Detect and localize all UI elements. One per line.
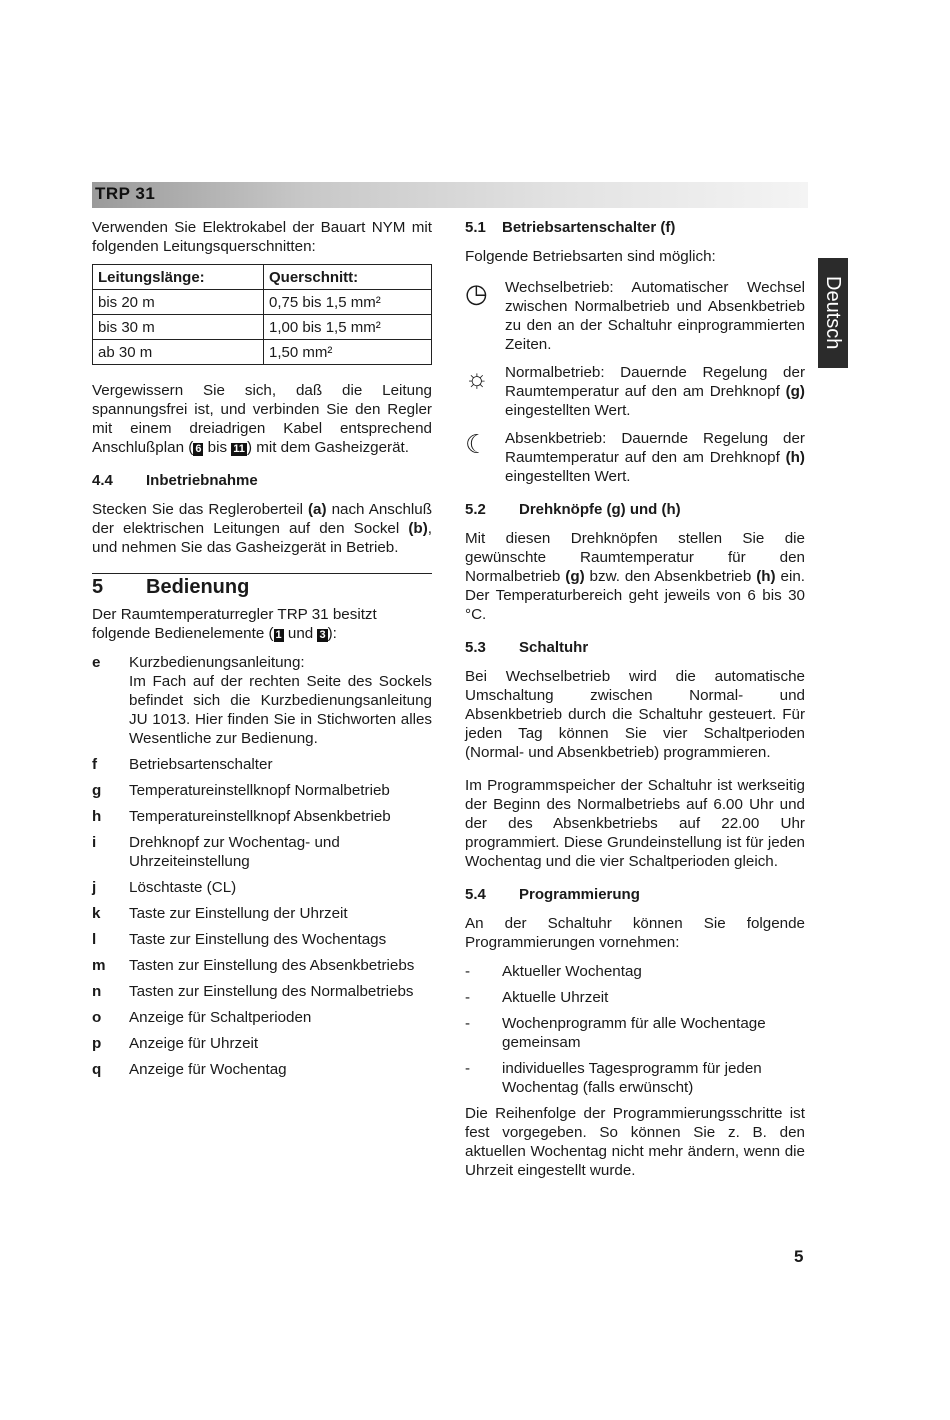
list-item — [92, 781, 432, 800]
text-run: und — [283, 625, 318, 642]
chapter-number: 5 — [92, 576, 104, 598]
item-key: n — [92, 983, 102, 1000]
moon-icon: ☾ — [465, 429, 489, 459]
text-run: Der Raumtemperaturregler TRP 31 besitzt folgende Bedienelemente ( — [92, 606, 377, 642]
section-heading — [92, 471, 432, 490]
timer-paragraph: Bei Wechselbetrieb wird die automatische Umschaltung zwischen Normal- und Absenkbetrieb durch die Schaltuhr gesteuert. Für jeden Tag können Sie vier Schaltperioden (Normal- und Absenkbetrieb) programmieren. — [465, 668, 805, 761]
section-heading — [465, 885, 805, 904]
programming-intro: An der Schaltuhr können Sie folgende Programmierungen vornehmen: — [465, 915, 805, 951]
text-run: bzw. den Absenkbetrieb — [584, 568, 757, 585]
table-row — [93, 315, 432, 340]
table-cell: ab 30 m — [93, 340, 264, 365]
text-run: (b) — [408, 520, 428, 537]
item-key: k — [92, 905, 101, 922]
list-item — [92, 930, 432, 949]
section-title: Inbetriebnahme — [146, 472, 258, 489]
text-run: (h) — [785, 449, 805, 466]
text-run: Mit diesen Drehknöpfen stellen Sie die gewünschte Raumtemperatur für den Normalbetrieb — [465, 530, 805, 585]
table-cell: bis 30 m — [93, 315, 264, 340]
clock-icon: ◷ — [465, 278, 488, 308]
cable-table — [92, 264, 432, 365]
item-text: Anzeige für Uhrzeit — [129, 1035, 259, 1052]
item-text: Aktuelle Uhrzeit — [502, 989, 609, 1006]
list-item — [465, 962, 805, 981]
section-title: Betriebsartenschalter (f) — [502, 219, 676, 236]
text-run: (g) — [565, 568, 585, 585]
item-key: f — [92, 756, 98, 773]
mode-item — [465, 429, 805, 486]
language-tab: Deutsch — [818, 258, 848, 368]
mode-text — [505, 363, 805, 420]
list-item — [465, 1014, 805, 1052]
table-cell: 1,00 bis 1,5 mm² — [264, 315, 432, 340]
table-cell: 1,50 mm² — [264, 340, 432, 365]
list-item — [92, 878, 432, 897]
figure-ref-icon: 11 — [233, 443, 245, 455]
text-run: Vergewissern Sie sich, daß die Leitung spannungsfrei ist, und verbinden Sie den Regler mit einem dreiadrigen Kabel entsprechend Anschlußplan ( — [92, 382, 432, 456]
list-item — [92, 904, 432, 923]
item-text: Drehknopf zur Wochentag- und Uhrzeiteinstellung — [129, 834, 340, 870]
item-text: Anzeige für Wochentag — [129, 1061, 287, 1078]
text-run: , und nehmen Sie das Gasheizgerät in Betrieb. — [92, 520, 432, 556]
item-text: Taste zur Einstellung des Wochentags — [129, 931, 387, 948]
section-heading — [465, 500, 805, 519]
item-key: p — [92, 1035, 102, 1052]
text-run: Absenkbetrieb: Dauernde Regelung der Raumtemperatur auf den am Drehknopf — [505, 430, 805, 466]
list-item — [92, 982, 432, 1001]
text-run: ) mit dem Gasheizgerät. — [246, 439, 409, 456]
page-title: TRP 31 — [95, 184, 156, 203]
item-key: m — [92, 957, 106, 974]
figure-ref-icon: 1 — [275, 629, 282, 641]
text-run: (g) — [785, 383, 805, 400]
dash-marker: - — [465, 1060, 471, 1077]
dash-marker: - — [465, 1015, 471, 1032]
text-run: Kurzbedienungsanleitung: — [129, 654, 305, 671]
cable-intro: Verwenden Sie Elektrokabel der Bauart NYM mit folgenden Leitungsquerschnitten: — [92, 219, 432, 255]
timer-paragraph: Im Programmspeicher der Schaltuhr ist werkseitig der Beginn des Normalbetriebs auf 6.00 Uhr und der des Absenkbetriebs auf 22.00 Uhr programmiert. Diese Grundeinstellung ist für jeden Wochentag und die vier Schaltperioden gleich. — [465, 777, 805, 870]
list-item — [465, 988, 805, 1007]
text-run: eingestellten Wert. — [505, 468, 631, 485]
table-header-row — [93, 265, 432, 290]
item-text: Temperatureinstellknopf Normalbetrieb — [129, 782, 390, 799]
modes-intro: Folgende Betriebsarten sind möglich: — [465, 248, 716, 265]
text-run: bis — [203, 439, 232, 456]
section-number: 5.1 — [465, 219, 486, 236]
item-key: q — [92, 1061, 102, 1078]
section-title: Drehknöpfe (g) und (h) — [519, 501, 681, 518]
text-run: (h) — [756, 568, 776, 585]
item-text: Taste zur Einstellung der Uhrzeit — [129, 905, 348, 922]
section-number: 5.2 — [465, 501, 486, 518]
item-key: h — [92, 808, 102, 825]
figure-ref-icon: 3 — [319, 629, 326, 641]
list-item — [92, 1060, 432, 1079]
table-cell: 0,75 bis 1,5 mm² — [264, 290, 432, 315]
section-title: Programmierung — [519, 886, 640, 903]
item-text: Temperatureinstellknopf Absenkbetrieb — [129, 808, 391, 825]
commissioning-paragraph — [92, 500, 432, 557]
text-run: nach Anschluß der elektrischen Leitungen auf den Sockel — [92, 501, 433, 537]
chapter-title: Bedienung — [146, 576, 250, 598]
check-paragraph — [92, 381, 432, 457]
table-cell: bis 20 m — [93, 290, 264, 315]
programming-outro: Die Reihenfolge der Programmierungsschritte ist fest vorgegeben. So können Sie z. B. den aktuellen Wochentag nicht mehr ändern, wenn die Uhrzeit eingestellt wurde. — [465, 1105, 805, 1179]
table-header: Querschnitt: — [264, 265, 432, 290]
list-item — [465, 1059, 805, 1097]
chapter-heading — [92, 573, 432, 597]
list-item — [92, 956, 432, 975]
section-number: 5.3 — [465, 639, 486, 656]
figure-ref-icon: 6 — [195, 443, 202, 455]
item-key: l — [92, 931, 97, 948]
mode-item — [465, 363, 805, 420]
item-key: o — [92, 1009, 102, 1026]
mode-text — [505, 429, 805, 486]
text-run: eingestellten Wert. — [505, 402, 631, 419]
list-item — [92, 1034, 432, 1053]
table-header: Leitungslänge: — [93, 265, 264, 290]
list-item — [92, 1008, 432, 1027]
right-column — [465, 218, 805, 1180]
item-text: Löschtaste (CL) — [129, 879, 237, 896]
table-row — [93, 340, 432, 365]
section-heading — [465, 218, 805, 237]
item-key: i — [92, 834, 97, 851]
item-text: Wochenprogramm für alle Wochentage gemeinsam — [502, 1015, 766, 1051]
item-key: j — [92, 879, 97, 896]
item-key: g — [92, 782, 102, 799]
section-number: 4.4 — [92, 472, 113, 489]
left-column — [92, 218, 432, 1086]
item-text — [129, 653, 432, 748]
knobs-paragraph — [465, 529, 805, 624]
section-heading — [465, 638, 805, 657]
page-number: 5 — [794, 1247, 804, 1266]
item-text: Tasten zur Einstellung des Absenkbetriebs — [129, 957, 415, 974]
text-run: ): — [327, 625, 337, 642]
text-run: ein. Der Temperaturbereich geht jeweils von 6 bis 30 °C. — [465, 568, 805, 623]
list-item — [92, 755, 432, 774]
item-text: Tasten zur Einstellung des Normalbetriebs — [129, 983, 414, 1000]
item-key: e — [92, 654, 101, 671]
list-item — [92, 833, 432, 871]
text-run: Im Fach auf der rechten Seite des Sockels befindet sich die Kurzbedienungsanleitung JU 1013. Hier finden Sie in Stichworten alles Wesentliche zur Bedienung. — [129, 673, 432, 747]
item-text: Aktueller Wochentag — [502, 963, 642, 980]
controls-list — [92, 653, 432, 1079]
item-text: individuelles Tagesprogramm für jeden Wochentag (falls erwünscht) — [502, 1060, 762, 1096]
list-item — [92, 807, 432, 826]
section-title: Schaltuhr — [519, 639, 589, 656]
mode-item — [465, 278, 805, 354]
text-run: (a) — [307, 501, 327, 518]
section-number: 5.4 — [465, 886, 486, 903]
dash-marker: - — [465, 963, 471, 980]
sun-icon: ☼ — [465, 363, 489, 393]
mode-text: Wechselbetrieb: Automatischer Wechsel zwischen Normalbetrieb und Absenkbetrieb zu den an der Schaltuhr einprogrammierten Zeiten. — [505, 279, 805, 353]
list-item — [92, 653, 432, 748]
item-text: Betriebsartenschalter — [129, 756, 273, 773]
controls-intro — [92, 605, 432, 643]
table-row — [93, 290, 432, 315]
text-run: Stecken Sie das Regleroberteil — [92, 501, 308, 518]
header-band — [92, 182, 808, 208]
text-run: Normalbetrieb: Dauernde Regelung der Raumtemperatur auf den am Drehknopf — [505, 364, 805, 400]
dash-marker: - — [465, 989, 471, 1006]
item-text: Anzeige für Schaltperioden — [129, 1009, 312, 1026]
